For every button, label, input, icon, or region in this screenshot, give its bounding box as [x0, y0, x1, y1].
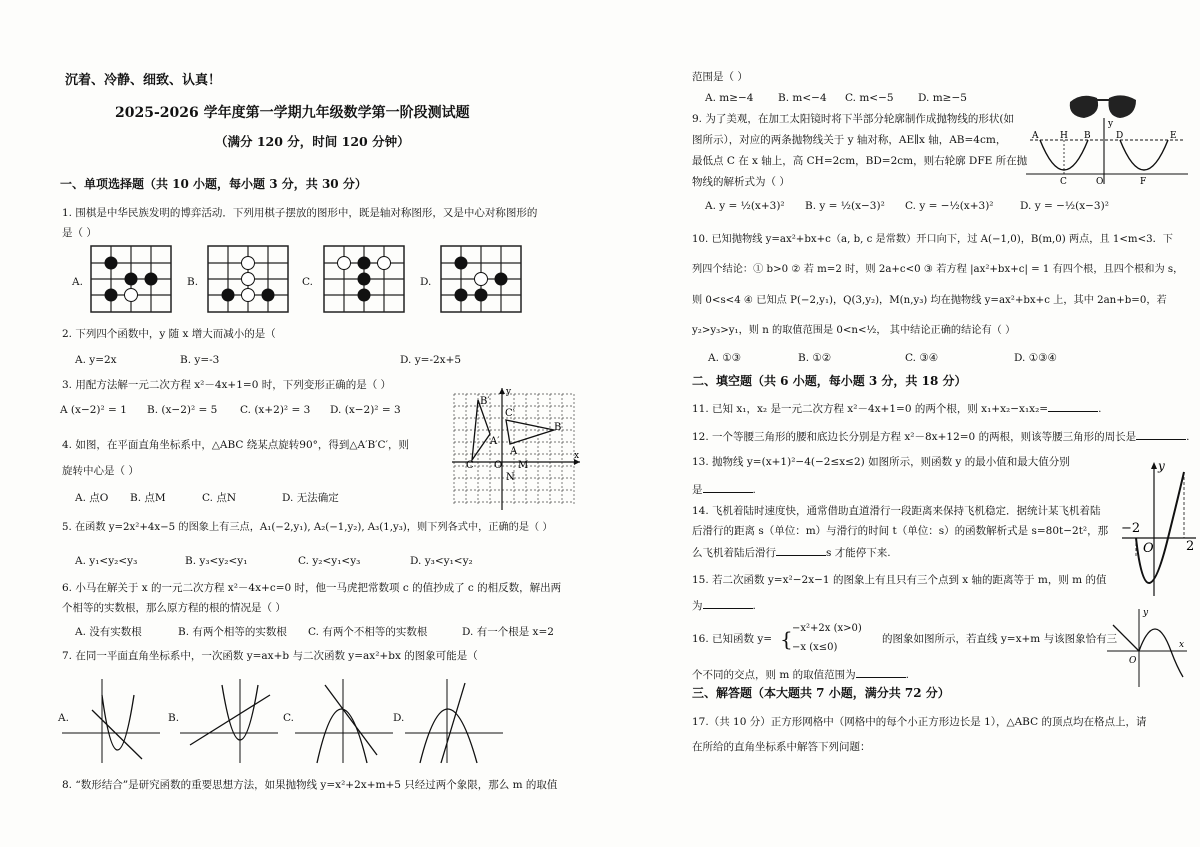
- q4-label-origin: O: [494, 460, 503, 471]
- q5-option-c: C. y₂<y₁<y₃: [298, 555, 361, 567]
- q4-label-m: M: [518, 460, 529, 471]
- q3-option-a: A (x−2)² = 1: [60, 404, 127, 416]
- q4-option-c: C. 点N: [202, 492, 237, 504]
- q9-option-c: C. y = −½(x+3)²: [905, 200, 994, 212]
- q8-option-a: A. m≥−4: [705, 92, 754, 104]
- q4-rotation-figure: [450, 386, 582, 512]
- q16-case-1: −x²+2x (x>0): [792, 623, 862, 634]
- q12-stem: 12. 一个等腰三角形的腰和底边长分别是方程 x²－8x+12=0 的两根，则该等腰三角形的周长是 .: [692, 431, 1190, 443]
- q1-label-d: D.: [420, 276, 432, 288]
- q8-option-b: B. m<−4: [778, 92, 827, 104]
- q14-line-1: 14. 飞机着陆时速度快，通常借助直道滑行一段距离来保持飞机稳定．据统计某飞机着陆: [692, 505, 1101, 517]
- q9-label-c: C: [1060, 177, 1067, 187]
- q10-line-4: y₂>y₃>y₁，则 n 的取值范围是 0<n<½， 其中结论正确的结论有（ ）: [692, 325, 1016, 336]
- q15-stem: 15. 若二次函数 y=x²−2x−1 的图象上有且只有三个点到 x 轴的距离等于 m，则 m 的值: [692, 574, 1107, 586]
- q4-label-y: y: [506, 387, 512, 397]
- q13-text: 是: [692, 484, 703, 496]
- q15-stem-2: 为 .: [692, 600, 756, 612]
- q1-label-c: C.: [302, 276, 313, 288]
- q10-line-1: 10. 已知抛物线 y=ax²+bx+c（a, b, c 是常数）开口向下，过 A(−1,0)，B(m,0) 两点，且 1<m<3．下: [692, 234, 1173, 245]
- q2-option-b: B. y=-3: [180, 354, 220, 366]
- q4-label-b: B: [554, 422, 562, 433]
- q16-label-origin: O: [1129, 656, 1137, 666]
- q9-label-f: F: [1140, 177, 1147, 187]
- q6-option-a: A. 没有实数根: [75, 626, 142, 638]
- q13-stem-2: 是 .: [692, 484, 756, 496]
- q9-option-a: A. y = ½(x+3)²: [705, 200, 785, 212]
- section-3-heading: 三、解答题（本大题共 7 小题，满分共 72 分）: [692, 686, 950, 700]
- q4-stem: 4. 如图，在平面直角坐标系中，△ABC 绕某点旋转90°，得到△A′B′C′，则: [62, 439, 409, 451]
- q14-line-3: [692, 545, 891, 560]
- q9-label-e: E: [1170, 131, 1177, 141]
- q8-stem-2: 范围是（ ）: [692, 71, 748, 83]
- q8-option-d: D. m≥−5: [918, 92, 967, 104]
- q3-option-d: D. (x−2)² = 3: [330, 404, 401, 416]
- q2-stem: 2. 下列四个函数中，y 随 x 增大而减小的是（: [62, 328, 276, 340]
- q9-sunglasses-figure: [1022, 88, 1192, 188]
- q9-line-3: 最低点 C 在 x 轴上，高 CH=2cm，BD=2cm，则右轮廓 DFE 所在抛: [692, 155, 1028, 167]
- q14-answer-blank[interactable]: [776, 545, 826, 556]
- q9-option-d: D. y = −½(x−3)²: [1020, 200, 1109, 212]
- q9-label-d: D: [1116, 131, 1124, 141]
- q16-brace: {: [780, 627, 793, 651]
- q4-stem-2: 旋转中心是（ ）: [62, 465, 139, 477]
- q16-label-x: x: [1179, 640, 1185, 650]
- q4-option-b: B. 点M: [130, 492, 166, 504]
- q2-option-d: D. y=-2x+5: [400, 354, 462, 366]
- q10-option-b: B. ①②: [798, 352, 832, 364]
- q7-graph-a: [62, 675, 162, 765]
- q4-label-a-prime: A′: [490, 436, 500, 447]
- q11-stem: 11. 已知 x₁，x₂ 是一元二次方程 x²－4x+1=0 的两个根，则 x₁+x₂−x₁x₂= .: [692, 403, 1102, 415]
- q4-label-n: N: [506, 472, 515, 483]
- q16-text-b: 的图象如图所示，若直线 y=x+m 与该图象恰有三: [882, 633, 1118, 645]
- q3-option-b: B. (x−2)² = 5: [147, 404, 218, 416]
- q13-answer-blank[interactable]: [703, 482, 753, 493]
- page-title: 2025-2026 学年度第一学期九年级数学第一阶段测试题: [115, 105, 470, 121]
- q3-stem: 3. 用配方法解一元二次方程 x²－4x+1=0 时，下列变形正确的是（ ）: [62, 379, 392, 391]
- q9-label-a: A: [1032, 131, 1039, 141]
- q12-text: 12. 一个等腰三角形的腰和底边长分别是方程 x²－8x+12=0 的两根，则该等腰三角形的周长是: [692, 431, 1137, 443]
- q3-option-c: C. (x+2)² = 3: [240, 404, 311, 416]
- q7-graph-b: [180, 675, 280, 765]
- q15-answer-blank[interactable]: [703, 598, 753, 609]
- q16-label-y: y: [1143, 608, 1149, 618]
- q1-stem: 1. 围棋是中华民族发明的博弈活动．下列用棋子摆放的图形中，既是轴对称图形，又是中心对称图形的: [62, 207, 538, 219]
- q1-label-b: B.: [187, 276, 199, 288]
- q9-label-y: y: [1108, 119, 1114, 129]
- q9-line-1: 9. 为了美观，在加工太阳镜时将下半部分轮廓制作成抛物线的形状(如: [692, 113, 1014, 125]
- q6-option-b: B. 有两个相等的实数根: [178, 626, 287, 638]
- section-1-heading: 一、单项选择题（共 10 小题，每小题 3 分，共 30 分）: [60, 177, 367, 191]
- q14-text-b: s 才能停下来.: [826, 547, 891, 559]
- q2-option-a: A. y=2x: [75, 354, 117, 366]
- q9-label-h: H: [1060, 131, 1068, 141]
- q13-parabola-figure: [1120, 458, 1198, 598]
- q4-label-x: x: [574, 451, 580, 461]
- q8-stem: 8. “数形结合”是研究函数的重要思想方法，如果抛物线 y=x²+2x+m+5 只经过两个象限，那么 m 的取值: [62, 779, 558, 791]
- q1-go-board-d: [440, 245, 522, 313]
- q5-option-b: B. y₃<y₂<y₁: [185, 555, 248, 567]
- page-subtitle: （满分 120 分，时间 120 分钟）: [215, 134, 410, 149]
- q16-text-a: 16. 已知函数 y=: [692, 633, 773, 645]
- q10-line-2: 列四个结论：① b>0 ② 若 m=2 时，则 2a+c<0 ③ 若方程 |ax²+bx+c| = 1 有四个根，且四个根和为 s，: [692, 264, 1184, 275]
- q10-line-3: 则 0<s<4 ④ 已知点 P(−2,y₁)，Q(3,y₂)，M(n,y₃) 均在抛物线 y=ax²+bx+c 上，其中 2an+b=0，若: [692, 295, 1167, 306]
- q13-stem: 13. 抛物线 y=(x+1)²−4(−2≤x≤2) 如图所示，则函数 y 的最小值和最大值分别: [692, 456, 1070, 468]
- q13-label-origin: O: [1143, 541, 1154, 556]
- q17-line-2: 在所给的直角坐标系中解答下列问题：: [692, 741, 871, 753]
- q11-text: 11. 已知 x₁，x₂ 是一元二次方程 x²－4x+1=0 的两个根，则 x₁+x₂−x₁x₂=: [692, 403, 1049, 415]
- q14-text-a: 么飞机着陆后滑行: [692, 547, 776, 559]
- q7-graph-d: [405, 675, 505, 765]
- q1-stem-2: 是（ ）: [62, 227, 97, 239]
- q9-label-b: B: [1084, 131, 1091, 141]
- q17-line-1: 17.（共 10 分）正方形网格中（网格中的每个小正方形边长是 1），△ABC 的顶点均在格点上，请: [692, 716, 1147, 728]
- q6-stem: 6. 小马在解关于 x 的一元二次方程 x²－4x+c=0 时，他一马虎把常数项 c 的值抄成了 c 的相反数，解出两: [62, 582, 562, 594]
- q13-label-y: y: [1158, 459, 1165, 473]
- q9-line-4: 物线的解析式为（ ）: [692, 176, 790, 188]
- q7-stem: 7. 在同一平面直角坐标系中，一次函数 y=ax+b 与二次函数 y=ax²+bx 的图象可能是（: [62, 650, 478, 662]
- q5-option-d: D. y₃<y₁<y₂: [410, 555, 473, 567]
- q16-function-figure: [1105, 605, 1190, 690]
- q1-go-board-a: [90, 245, 172, 313]
- q15-text: 为: [692, 600, 703, 612]
- q10-option-c: C. ③④: [905, 352, 939, 364]
- q11-answer-blank[interactable]: [1048, 401, 1098, 412]
- q16-text: 个不同的交点，则 m 的取值范围为: [692, 669, 856, 681]
- q16-stem: [692, 632, 772, 646]
- q6-option-d: D. 有一个根是 x=2: [462, 626, 554, 638]
- q14-line-2: 后滑行的距离 s（单位：m）与滑行的时间 t（单位：s）的函数解析式是 s=80t−2t²，那: [692, 525, 1109, 537]
- q4-label-c-prime: C′: [505, 408, 515, 419]
- q4-label-b-prime: B′: [480, 396, 490, 407]
- q7-label-c: C.: [283, 712, 294, 724]
- q1-go-board-b: [207, 245, 289, 313]
- q6-stem-2: 个相等的实数根，那么原方程的根的情况是（ ）: [62, 602, 286, 614]
- q7-label-a: A.: [58, 712, 69, 724]
- q7-label-b: B.: [168, 712, 180, 724]
- q16-stem-2: 个不同的交点，则 m 的取值范围为 .: [692, 669, 909, 681]
- q1-go-board-c: [323, 245, 405, 313]
- q5-stem: 5. 在函数 y=2x²+4x−5 的图象上有三点，A₁(−2,y₁), A₂(−1,y₂), A₃(1,y₃)，则下列各式中，正确的是（ ）: [62, 522, 553, 533]
- q1-label-a: A.: [72, 276, 83, 288]
- q16-case-2: −x (x≤0): [792, 642, 838, 653]
- q13-label-2: 2: [1186, 539, 1195, 554]
- q8-option-c: C. m<−5: [845, 92, 894, 104]
- q7-label-d: D.: [393, 712, 405, 724]
- q7-graph-c: [295, 675, 395, 765]
- q6-option-c: C. 有两个不相等的实数根: [308, 626, 428, 638]
- q13-label-neg2: −2: [1121, 521, 1141, 536]
- q9-line-2: 图所示），对应的两条抛物线关于 y 轴对称，AE∥x 轴，AB=4cm，: [692, 134, 1007, 146]
- q10-option-a: A. ①③: [708, 352, 742, 364]
- q4-option-a: A. 点O: [75, 492, 109, 504]
- q5-option-a: A. y₁<y₂<y₃: [75, 555, 138, 567]
- q4-label-c: C: [466, 460, 474, 471]
- section-2-heading: 二、填空题（共 6 小题，每小题 3 分，共 18 分）: [692, 374, 967, 388]
- q4-option-d: D. 无法确定: [282, 492, 339, 504]
- q4-label-a: A: [510, 446, 518, 457]
- q12-answer-blank[interactable]: [1136, 429, 1186, 440]
- q16-answer-blank[interactable]: [856, 667, 906, 678]
- motto: 沉着、冷静、细致、认真！: [65, 73, 222, 88]
- q9-label-origin: O: [1096, 177, 1104, 187]
- q10-option-d: D. ①③④: [1014, 352, 1057, 364]
- q9-option-b: B. y = ½(x−3)²: [805, 200, 885, 212]
